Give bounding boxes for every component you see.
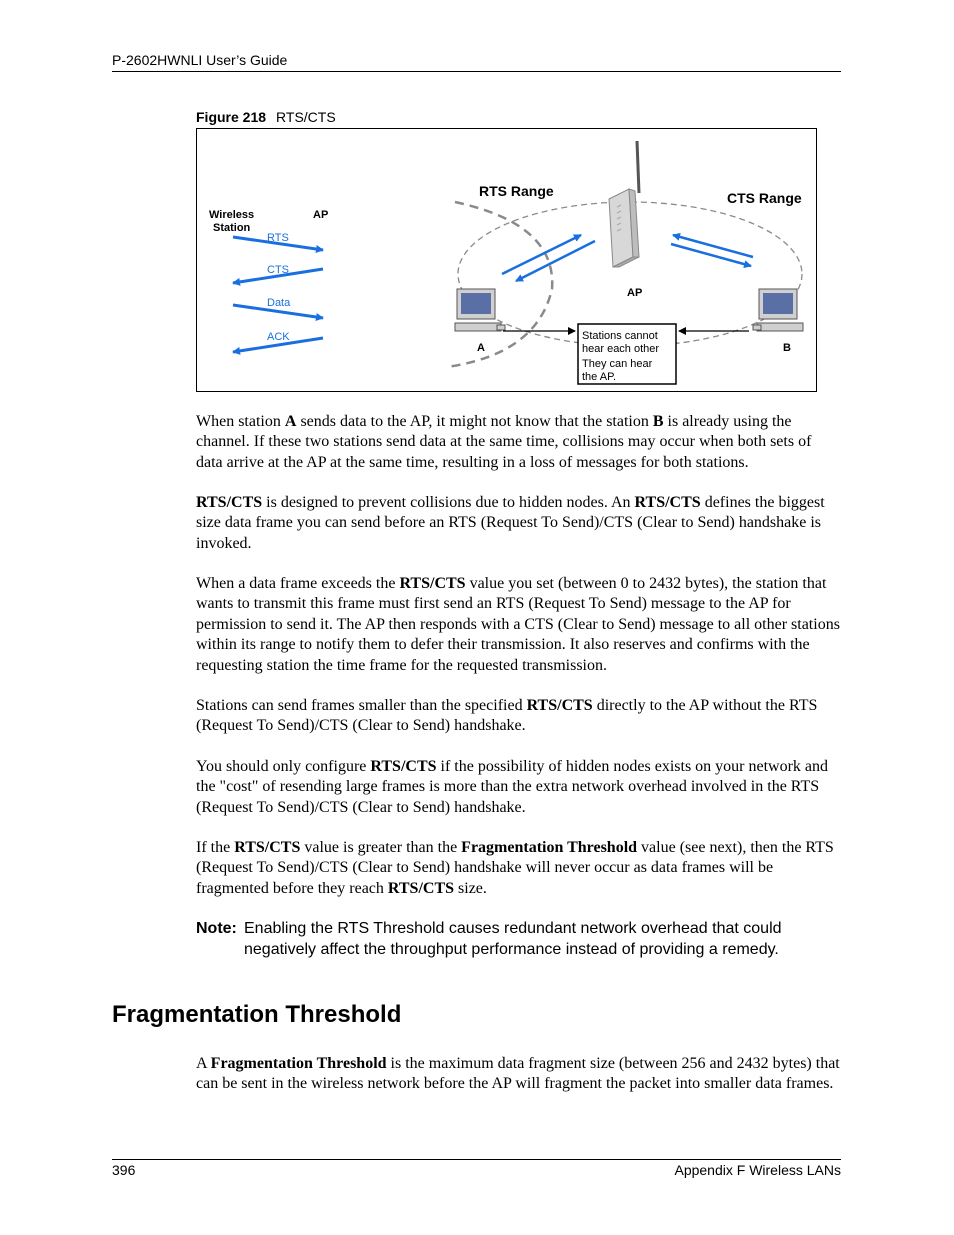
- text: value is greater than the: [300, 839, 462, 856]
- section-heading: Fragmentation Threshold: [112, 1001, 402, 1028]
- callout-line-3: They can hear: [582, 358, 653, 370]
- station-a-label: A: [477, 342, 485, 354]
- note-text: Enabling the RTS Threshold causes redundant network overhead that could negatively affect the throughput performance instead of providing a remedy.: [244, 920, 782, 958]
- bold-text: RTS/CTS: [196, 494, 263, 511]
- figure-title: RTS/CTS: [276, 109, 336, 125]
- paragraph-fragmentation-definition: [196, 1054, 842, 1095]
- wireless-station-label-2: Station: [213, 222, 251, 234]
- text: is designed to prevent collisions due to hidden nodes. An: [262, 494, 635, 511]
- header-divider: [112, 71, 841, 72]
- ap-to-b-arrow: [671, 244, 751, 266]
- paragraph-hidden-node: [196, 412, 842, 473]
- rts-cts-diagram-svg: [197, 129, 818, 393]
- text: is already using the channel. If these two stations send data at the same time, collisions may occur when both sets of data arrive at the AP at the same time, resulting in a loss of messages for both stations.: [196, 413, 812, 471]
- bold-text: RTS/CTS: [526, 697, 593, 714]
- callout-line-2: hear each other: [582, 343, 660, 355]
- b-to-ap-arrow: [673, 235, 753, 257]
- callout-line-1: Stations cannot: [582, 330, 658, 342]
- bold-text: B: [652, 413, 664, 430]
- text: value (see next), then the RTS (Request To Send)/CTS (Clear to Send) handshake will never occur as data frames will be fragmented before they reach: [196, 839, 834, 897]
- figure-caption: [196, 109, 336, 125]
- text: Stations can send frames smaller than the specified: [196, 697, 527, 714]
- paragraph-rts-cts-definition: [196, 493, 842, 554]
- text: if the possibility of hidden nodes exists on your network and the "cost" of resending large frames is more than the extra network overhead involved in the RTS (Request To Send)/CTS (Clear to Send) handshake.: [196, 758, 829, 816]
- text: When station: [196, 413, 285, 430]
- text: When a data frame exceeds the: [196, 575, 400, 592]
- station-b-label: B: [783, 342, 791, 354]
- rts-range-label: RTS Range: [479, 183, 554, 199]
- text: size.: [454, 879, 487, 897]
- bold-text: RTS/CTS: [387, 879, 455, 897]
- ack-label: ACK: [267, 331, 290, 343]
- figure-rts-cts-diagram: [196, 128, 817, 392]
- wireless-station-label: Wireless: [209, 209, 255, 221]
- page-number: 396: [112, 1162, 136, 1178]
- text: defines the biggest size data frame you can send before an RTS (Request To Send)/CTS (Clear to Send) handshake is invoked.: [196, 494, 825, 552]
- text: sends data to the AP, it might not know that the station: [296, 413, 653, 430]
- cts-range-label: CTS Range: [727, 190, 802, 206]
- text: value you set (between 0 to 2432 bytes), the station that wants to transmit this frame must first send an RTS (Request To Send) message to the AP for permission to send it. The AP then responds with a CTS (Clear to Send) message to all other stations within its range to notify them to defer their transmission. It also reserves and confirms with the requesting station the time frame for the requested transmission.: [196, 575, 840, 674]
- computer-b-icon: [753, 289, 803, 331]
- callout-line-4: the AP.: [582, 371, 617, 383]
- running-header: P-2602HWNLI User’s Guide: [112, 52, 288, 68]
- text: A: [196, 1055, 211, 1072]
- ap-legend-label: AP: [313, 209, 329, 221]
- bold-text: Fragmentation Threshold: [210, 1055, 387, 1072]
- ap-center-label: AP: [627, 287, 643, 299]
- figure-label: Figure 218: [196, 109, 267, 125]
- computer-a-icon: [455, 289, 505, 331]
- text: is the maximum data fragment size (between 256 and 2432 bytes) that can be sent in the wireless network before the AP will fragment the packet into smaller data frames.: [196, 1055, 840, 1093]
- text: If the: [196, 839, 235, 856]
- bold-text: RTS/CTS: [234, 839, 301, 856]
- note-block: [196, 918, 842, 960]
- bold-text: Fragmentation Threshold: [461, 839, 638, 856]
- bold-text: RTS/CTS: [399, 575, 466, 592]
- bold-text: RTS/CTS: [634, 494, 701, 511]
- note-label: Note:: [196, 920, 237, 937]
- paragraph-fragmentation-relation: [196, 838, 842, 899]
- text: You should only configure: [196, 758, 371, 775]
- rts-label: RTS: [267, 232, 289, 244]
- data-label: Data: [267, 297, 291, 309]
- footer-divider: [112, 1159, 841, 1160]
- paragraph-configure-advice: [196, 757, 842, 818]
- cts-label: CTS: [267, 264, 289, 276]
- paragraph-rts-cts-process: [196, 574, 842, 676]
- bold-text: A: [284, 413, 297, 430]
- paragraph-small-frames: [196, 696, 842, 737]
- bold-text: RTS/CTS: [370, 758, 437, 775]
- footer-section-title: Appendix F Wireless LANs: [674, 1162, 841, 1178]
- access-point-icon: [609, 141, 639, 267]
- text: directly to the AP without the RTS (Request To Send)/CTS (Clear to Send) handshake.: [196, 697, 818, 735]
